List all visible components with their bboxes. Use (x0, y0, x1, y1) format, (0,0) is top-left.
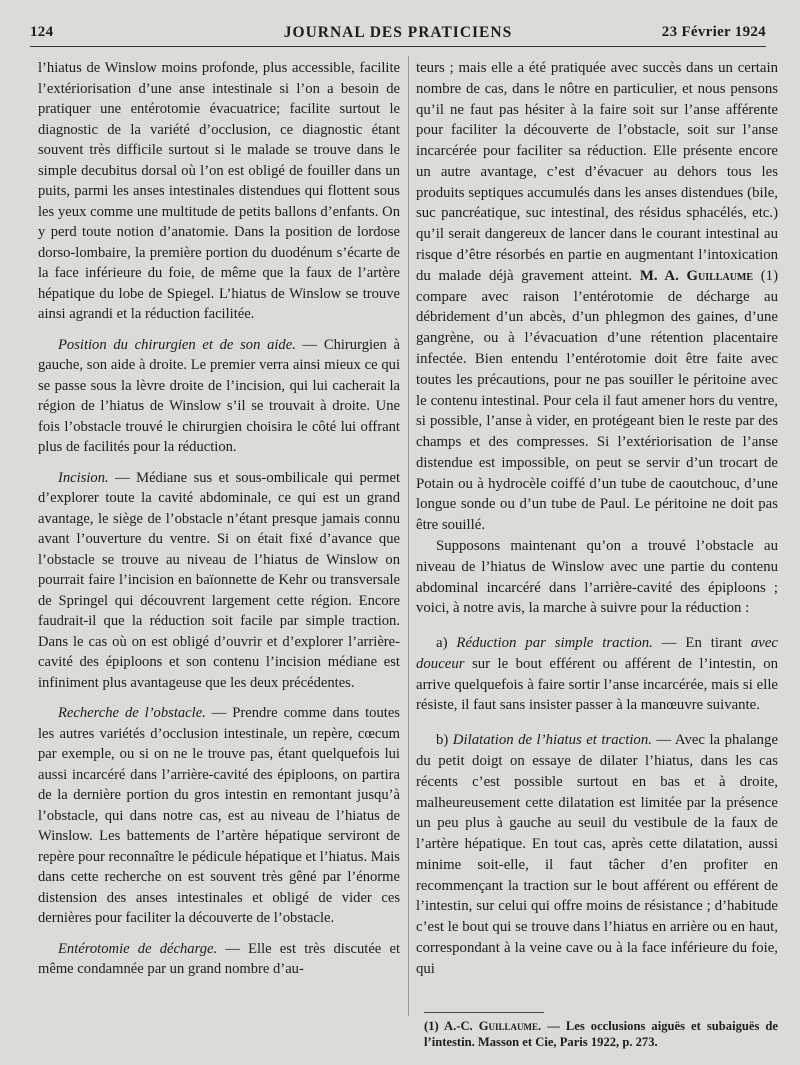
paragraph (38, 468, 400, 694)
section-heading: Incision. (58, 469, 109, 486)
paragraph-text: (1) compare avec raison l’entérotomie de décharge au débridement d’un abcès, d’un phlegmon des gaines, d’une gangrène, ou à l’évacuation d’une rétention placentaire infectée. Bien entendu l’entérotomie doit être faite avec toutes les précautions, pour ne pas souiller le péritoine avec le contenu intestinal. Pour cela il faut amener hors du ventre, si possible, l’anse à vider, en protégeant bien le reste par des champs et des compresses. Si l’extériorisation de l’anse distendue est impossible, on peut se servir d’un trocart de Potain ou à hydrocèle coiffé d’un tube de caoutchouc, d’une longue sonde ou d’un tube de Paul. Le péritoine ne doit pas être souillé. (416, 267, 778, 534)
paragraph (416, 730, 778, 979)
right-column (416, 58, 778, 980)
paragraph-text: — Chirurgien à gauche, son aide à droite. Le premier verra ainsi mieux ce qui se passe sous la lèvre droite de l’incision, qui lui cacherait la région de l’hiatus de Winslow s’il se trouvait à droite. Une fois l’obstacle trouvé le chirurgien choisira le côté lui offrant plus de facilités pour la réduction. (38, 336, 400, 455)
issue-date: 23 Février 1924 (661, 24, 766, 40)
paragraph (38, 939, 400, 980)
author-name: M. A. Guillaume (639, 267, 754, 284)
paragraph-text: — Elle est très discutée et même condamnée par un grand nombre d’au- (38, 940, 400, 977)
paragraph-text: teurs ; mais elle a été pratiquée avec succès dans un certain nombre de cas, dans le nôtre en particulier, et nous pensons qu’il ne faut pas hésiter à la faire soit sur l’anse afférente pour faciliter la découverte de l’obstacle, soit sur l’anse incarcérée pour faciliter sa réduction. Elle présente encore un autre avantage, c’est d’évacuer au dehors tous les produits septiques accumulés dans les anses distendues (bile, suc pancréatique, suc intestinal, des résidus sphacélés, etc.) qu’il serait dangereux de lancer dans le courant intestinal au risque d’être résorbés en partie en augmentant l’intoxication du malade déjà gravement atteint. (416, 60, 778, 284)
section-heading: Position du chirurgien et de son aide. (58, 336, 296, 353)
list-marker: a) (436, 635, 457, 652)
footnote-author: Guillaume. (478, 1019, 542, 1033)
paragraph (38, 335, 400, 458)
paragraph-text: — Prendre comme dans toutes les autres variétés d’occlusion intestinale, un repère, cœcum par exemple, ou si on ne le trouve pas, étant quelquefois lui aussi incarcéré dans l’arrière-cavité des épiploons, on partira de la dernière portion du gros intestin en remontant jusqu’à l’obstacle, qui dans notre cas, est au niveau de l’hiatus de Winslow. Les battements de l’artère hépatique serviront de repère pour reconnaître le pédicule hépatique et l’hiatus. Mais dans cette recherche on est souvent très gêné par l’énorme distension des anses intestinales et obligé de vider ces dernières pour faciliter la découverte de l’obstacle. (38, 705, 400, 926)
section-heading: Dilatation de l’hiatus et traction. (452, 732, 652, 749)
journal-title: JOURNAL DES PRATICIENS (283, 24, 513, 41)
page-number: 124 (30, 24, 54, 40)
paragraph (416, 633, 778, 716)
column-divider (408, 56, 409, 1016)
footnote (424, 1018, 778, 1050)
paragraph-text: — Médiane sus et sous-ombilicale qui permet d’explorer toute la cavité abdominale, ce qui est un grand avantage, le siège de l’obstacle n’étant presque jamais connu avant l’ouverture du ventre. Si on était fixé d’avance que l’obstacle se trouve au niveau de l’hiatus de Winslow on pourrait faire l’incision en baïonnette de Kehr ou transversale de Springel qui découvrent largement cette région. Encore faudrait-il que la réduction soit facile par simple traction. Dans le cas où on est obligé d’ouvrir et d’explorer l’arrière-cavité des épiploons et son contenu l’incision médiane est infiniment plus avantageuse que les deux précédentes. (38, 469, 400, 691)
list-marker: b) (436, 732, 453, 749)
footnote-text: (1) A.-C. (424, 1019, 479, 1033)
paragraph: l’hiatus de Winslow moins profonde, plus accessible, facilite l’extériorisation d’une anse intestinale si l’on a besoin de pratiquer une entérotomie évacuatrice; facilite surtout le diagnostic de la variété d’occlusion, ce diagnostic étant souvent très difficile surtout si le malade se trouve dans le simple decubitus dorsal où l’on est obligé de fouiller dans un puits, parmi les anses intestinales distendues qui flottent sous les yeux comme une multitude de petits ballons d’enfants. On y perd toute notion d’anatomie. Dans la position de lordose dorso-lombaire, la première portion du duodénum s’écarte de la face inférieure du foie, de même que la faux de l’artère hépatique du lobe de Spiegel. L’hiatus de Winslow se trouve ainsi agrandi et la réduction facilitée. (38, 60, 400, 322)
footnote-rule (424, 1012, 544, 1013)
section-heading: Entérotomie de décharge. (58, 940, 218, 957)
paragraph: Supposons maintenant qu’on a trouvé l’obstacle au niveau de l’hiatus de Winslow avec une partie du contenu abdominal incarcéré dans l’arrière-cavité des épiploons ; voici, à notre avis, la marche à suivre pour la réduction : (416, 537, 778, 617)
paragraph-text: — Avec la phalange du petit doigt on essaye de dilater l’hiatus, dans les cas récents c’est possible surtout en bas et à droite, malheureusement cette dilatation est limitée par la présence un peu plus à gauche au seuil du vestibule de la faux de l’artère hépatique. En tout cas, après cette dilatation, aussi minime soit-elle, il faut tâcher d’en profiter en recommençant la traction sur le bout afférent ou efférent de l’intestin, sur celui qui offre moins de résistance ; d’habitude c’est le bout qui se trouve dans l’hiatus en arrière ou en haut, correspondant à la veine cave ou à la face inférieure du foie, qui (416, 732, 779, 977)
paragraph (416, 58, 778, 536)
left-column (38, 58, 400, 980)
paragraph (38, 703, 400, 929)
paragraph-text: — En tirant (652, 635, 751, 652)
paragraph-text: sur le bout efférent ou afférent de l’intestin, on arrive quelquefois à faire sortir l’anse incarcérée, mais si elle résiste, il faut sans insister passer à la manœuvre suivante. (416, 655, 778, 714)
section-heading: Réduction par simple traction. (456, 635, 653, 652)
footnote-text: — Les occlusions aiguës et subaiguës de l’intestin. Masson et Cie, Paris 1922, p. 273. (424, 1019, 778, 1049)
page-header (30, 20, 766, 47)
section-heading: Recherche de l’obstacle. (58, 705, 206, 721)
emphasis: avec douceur (416, 635, 778, 672)
